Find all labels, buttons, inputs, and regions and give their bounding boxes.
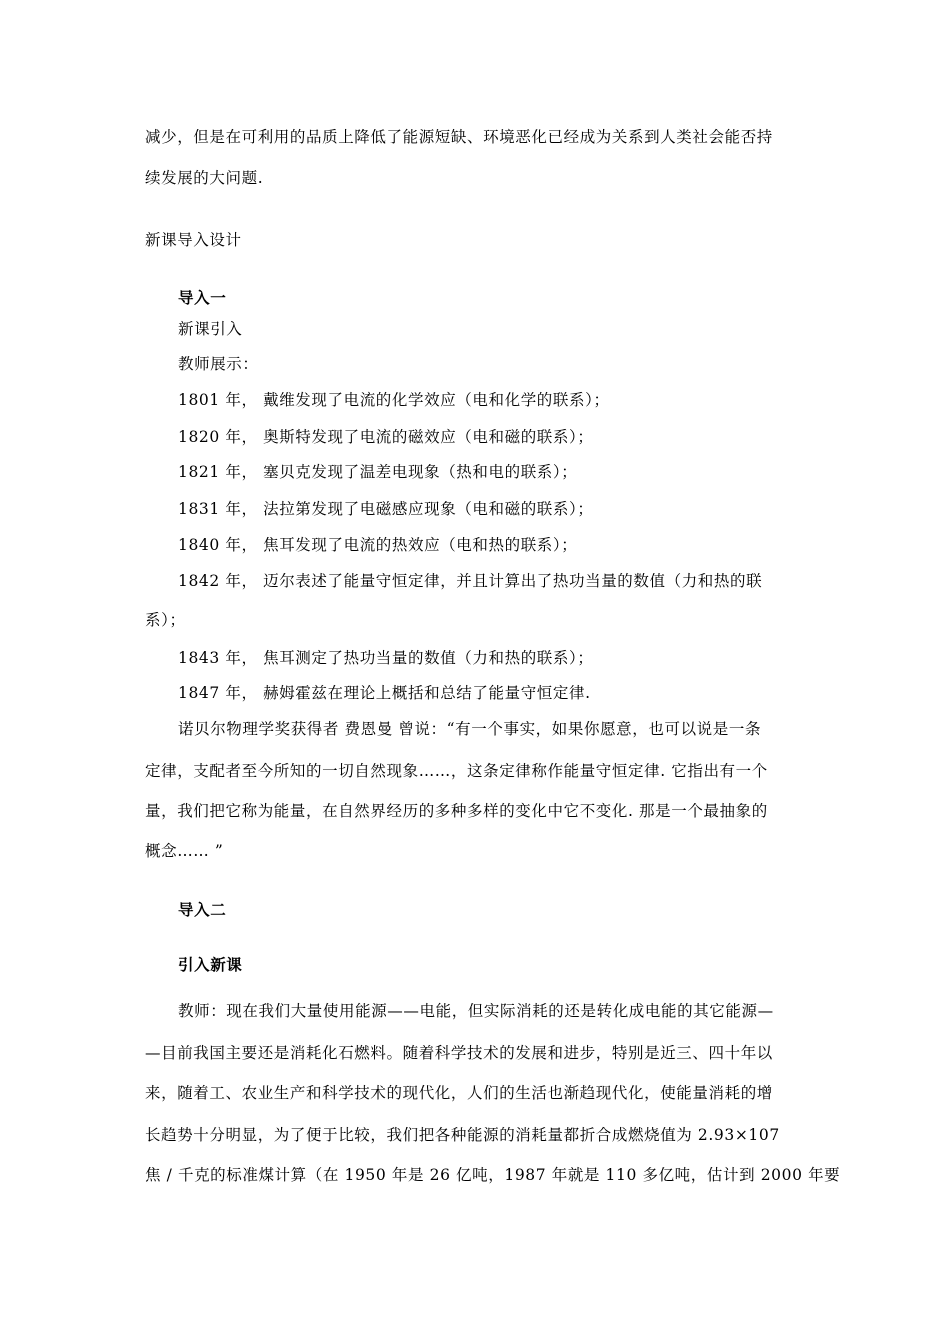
event-1840: 1840 年， 焦耳发现了电流的热效应（电和热的联系）； [178,536,578,554]
paragraph-line-4: 长趋势十分明显，为了便于比较，我们把各种能源的消耗量都折合成燃烧值为 2.93×107 [145,1126,780,1144]
section-title: 新课导入设计 [145,231,242,249]
event-1801: 1801 年， 戴维发现了电流的化学效应（电和化学的联系）； [178,391,610,409]
event-1842: 1842 年， 迈尔表述了能量守恒定律，并且计算出了热功当量的数值（力和热的联 [178,572,763,590]
paragraph-line-2: —目前我国主要还是消耗化石燃料。随着科学技术的发展和进步，特别是近三、四十年以 [145,1044,773,1062]
intro-line-2: 续发展的大问题. [145,169,264,187]
paragraph-line-3: 来，随着工、农业生产和科学技术的现代化，人们的生活也渐趋现代化，使能量消耗的增 [145,1084,773,1102]
paragraph-line-5: 焦 / 千克的标准煤计算（在 1950 年是 26 亿吨，1987 年就是 110 多亿吨，估计到 2000 年要 [145,1166,841,1184]
import-two-sub: 引入新课 [178,955,243,974]
import-one-sub: 新课引入 [178,320,243,338]
quote-line-3: 量，我们把它称为能量，在自然界经历的多种多样的变化中它不变化. 那是一个最抽象的 [145,802,768,820]
teacher-show-label: 教师展示： [178,355,259,373]
event-1843: 1843 年， 焦耳测定了热功当量的数值（力和热的联系）； [178,649,594,667]
quote-line-1: 诺贝尔物理学奖获得者 费恩曼 曾说：“有一个事实，如果你愿意，也可以说是一条 [178,720,762,738]
import-two-heading: 导入二 [178,900,227,919]
quote-line-4: 概念…… ” [145,842,224,860]
event-1821: 1821 年， 塞贝克发现了温差电现象（热和电的联系）； [178,463,578,481]
event-1820: 1820 年， 奥斯特发现了电流的磁效应（电和磁的联系）； [178,428,594,446]
paragraph-line-1: 教师：现在我们大量使用能源——电能，但实际消耗的还是转化成电能的其它能源— [178,1002,774,1020]
intro-line-1: 减少，但是在可利用的品质上降低了能源短缺、环境恶化已经成为关系到人类社会能否持 [145,128,773,146]
import-one-heading: 导入一 [178,288,227,307]
quote-line-2: 定律，支配者至今所知的一切自然现象……，这条定律称作能量守恒定律. 它指出有一个 [145,762,768,780]
event-1831: 1831 年， 法拉第发现了电磁感应现象（电和磁的联系）； [178,500,594,518]
event-1847: 1847 年， 赫姆霍兹在理论上概括和总结了能量守恒定律. [178,684,591,702]
event-1842-cont: 系）； [145,611,186,629]
